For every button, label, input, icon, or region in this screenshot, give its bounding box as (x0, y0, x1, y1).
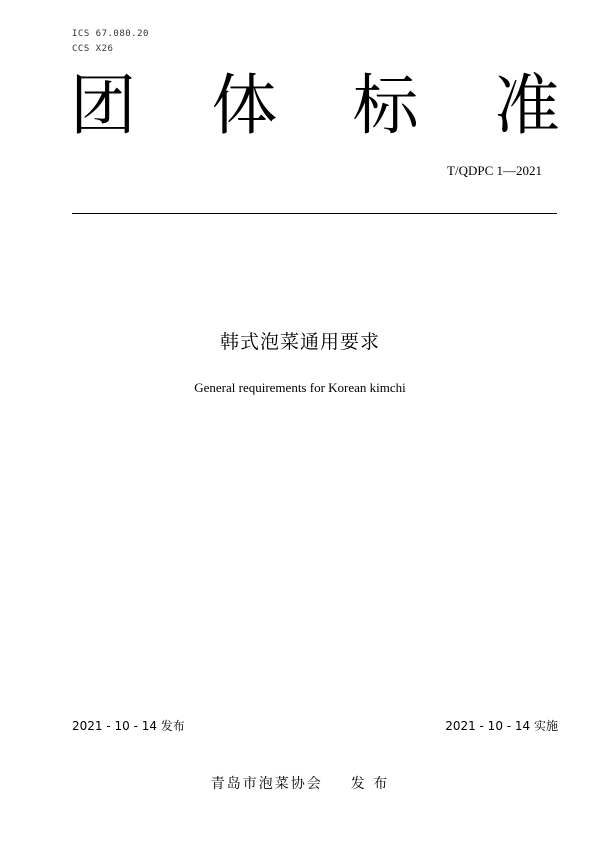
implementation-date: 2021 - 10 - 14 实施 (445, 719, 558, 733)
title-english: General requirements for Korean kimchi (194, 380, 406, 395)
document-type-char: 团 (70, 67, 136, 144)
standard-number: T/QDPC 1—2021 (447, 163, 542, 178)
title-chinese: 韩式泡菜通用要求 (219, 331, 380, 353)
publisher-action: 发 布 (350, 776, 390, 792)
document-type-char: 体 (211, 67, 278, 144)
header-divider (72, 213, 557, 214)
publisher-name: 青岛市泡菜协会 (210, 776, 323, 792)
publisher-line (0, 773, 600, 793)
document-type-heading (70, 66, 560, 146)
document-type-char: 标 (352, 67, 419, 144)
publish-date: 2021 - 10 - 14 发布 (72, 719, 185, 733)
document-type-char: 准 (493, 67, 560, 144)
ccs-code: CCS X26 (72, 44, 114, 54)
ics-code: ICS 67.080.20 (72, 29, 149, 39)
